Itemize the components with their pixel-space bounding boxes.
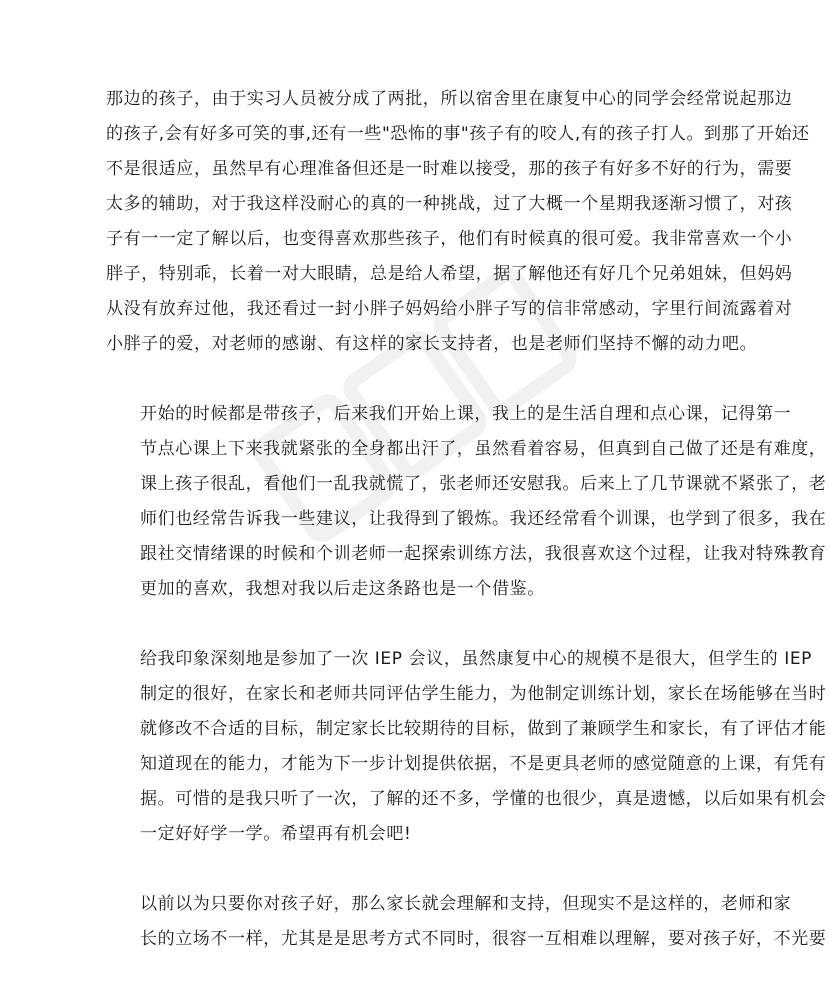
text-line: 师们也经常告诉我一些建议，让我得到了锻炼。我还经常看个训课，也学到了很多，我在	[140, 509, 827, 529]
text-line: 知道现在的能力，才能为下一步计划提供依据，不是更具老师的感觉随意的上课，有凭有	[140, 754, 827, 774]
text-line: 胖子，特别乖，长着一对大眼睛，总是给人希望，据了解他还有好几个兄弟姐妹，但妈妈	[106, 264, 793, 284]
text-line: 那边的孩子，由于实习人员被分成了两批，所以宿舍里在康复中心的同学会经常说起那边	[106, 89, 793, 109]
text-line: 的孩子,会有好多可笑的事,还有一些"恐怖的事"孩子有的咬人,有的孩子打人。到那了开始还	[106, 124, 810, 144]
text-line: 从没有放弃过他，我还看过一封小胖子妈妈给小胖子写的信非常感动，字里行间流露着对	[106, 299, 793, 319]
paragraph	[106, 642, 827, 852]
text-line: 子有一一定了解以后，也变得喜欢那些孩子，他们有时候真的很可爱。我非常喜欢一个小	[106, 229, 793, 249]
paragraph	[106, 887, 827, 957]
text-line: 小胖子的爱，对老师的感谢、有这样的家长支持者，也是老师们坚持不懈的动力吧。	[106, 334, 758, 354]
text-line: 不是很适应，虽然早有心理准备但还是一时难以接受，那的孩子有好多不好的行为，需要	[106, 159, 793, 179]
document-body	[106, 82, 827, 992]
text-line: 一定好好学一学。希望再有机会吧!	[140, 824, 412, 844]
text-line: 课上孩子很乱，看他们一乱我就慌了，张老师还安慰我。后来上了几节课就不紧张了，老	[140, 474, 827, 494]
text-line: 给我印象深刻地是参加了一次 IEP 会议，虽然康复中心的规模不是很大，但学生的 IEP	[140, 649, 813, 669]
text-line: 制定的很好，在家长和老师共同评估学生能力，为他制定训练计划，家长在场能够在当时	[140, 684, 827, 704]
text-line: 更加的喜欢，我想对我以后走这条路也是一个借鉴。	[140, 579, 545, 599]
text-line: 就修改不合适的目标，制定家长比较期待的目标，做到了兼顾学生和家长，有了评估才能	[140, 719, 827, 739]
text-line: 节点心课上下来我就紧张的全身都出汗了，虽然看着容易，但真到自己做了还是有难度，	[140, 439, 827, 459]
text-line: 长的立场不一样，尤其是是思考方式不同时，很容一互相难以理解，要对孩子好，不光要	[140, 929, 827, 949]
paragraph	[106, 82, 810, 362]
text-line: 跟社交情绪课的时候和个训老师一起探索训练方法，我很喜欢这个过程，让我对特殊教育	[140, 544, 827, 564]
text-line: 以前以为只要你对孩子好，那么家长就会理解和支持，但现实不是这样的，老师和家	[140, 894, 792, 914]
text-line: 据。可惜的是我只听了一次，了解的还不多，学懂的也很少，真是遗憾，以后如果有机会	[140, 789, 827, 809]
paragraph	[106, 397, 827, 607]
text-line: 开始的时候都是带孩子，后来我们开始上课，我上的是生活自理和点心课，记得第一	[140, 404, 792, 424]
text-line: 太多的辅助，对于我这样没耐心的真的一种挑战，过了大概一个星期我逐渐习惯了，对孩	[106, 194, 793, 214]
